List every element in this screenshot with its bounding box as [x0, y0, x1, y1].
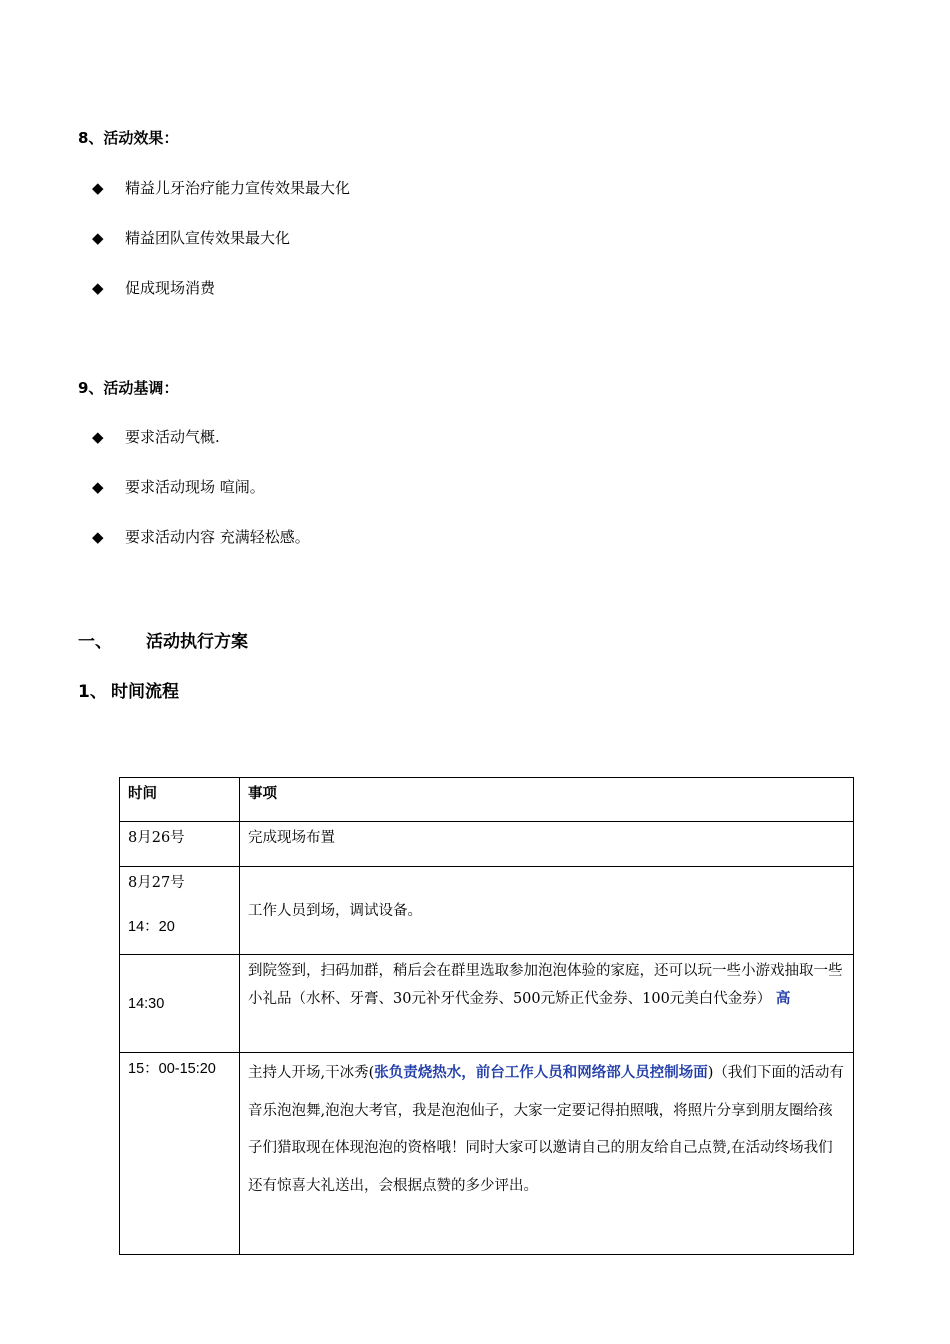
- chapter-title: 活动执行方案: [146, 632, 248, 652]
- bullet-text: 促成现场消费: [125, 279, 216, 297]
- list-item: [92, 277, 215, 298]
- diamond-bullet-icon: ◆: [92, 478, 104, 496]
- subsection-title: 时间流程: [111, 682, 179, 702]
- section9-heading: 9、活动基调：: [78, 379, 179, 397]
- item-text-post: )（我们下面的活动有音乐泡泡舞,泡泡大考官，我是泡泡仙子，大家一定要记得拍照哦，将照片分享到朋友圈给孩子们猎取现在体现泡泡的资格哦！同时大家可以邀请自己的朋友给自己点赞,在活动终场我们还有惊喜大礼送出，会根据点赞的多少评出。: [248, 1065, 844, 1194]
- item-highlight: 张负责烧热水，前台工作人员和网络部人员控制场面: [374, 1065, 708, 1081]
- table-row: [120, 867, 854, 955]
- list-item: [92, 177, 350, 198]
- bullet-text: 要求活动现场 喧闹。: [125, 478, 265, 496]
- cell-time: [120, 867, 240, 955]
- section8-heading: 8、活动效果：: [78, 129, 179, 147]
- item-text-pre: 主持人开场,干冰秀(: [248, 1065, 375, 1081]
- time-date: 8月27号: [128, 875, 185, 891]
- item-highlight: 高: [775, 991, 791, 1007]
- subsection-number: 1、: [78, 682, 107, 702]
- bullet-text: 精益团队宣传效果最大化: [125, 229, 291, 247]
- header-time: 时间: [120, 778, 240, 822]
- diamond-bullet-icon: ◆: [92, 428, 104, 446]
- table-row: [120, 1053, 854, 1255]
- cell-item: [240, 1053, 854, 1255]
- table-row: [120, 822, 854, 867]
- chapter-heading: [78, 627, 248, 652]
- diamond-bullet-icon: ◆: [92, 279, 104, 297]
- cell-item: [240, 955, 854, 1053]
- list-item: [92, 526, 310, 547]
- table-row: [120, 955, 854, 1053]
- diamond-bullet-icon: ◆: [92, 229, 104, 247]
- diamond-bullet-icon: ◆: [92, 179, 104, 197]
- cell-item: 完成现场布置: [240, 822, 854, 867]
- item-text: 到院签到，扫码加群，稍后会在群里选取参加泡泡体验的家庭，还可以玩一些小游戏抽取一些小礼品（水杯、牙膏、30元补牙代金券、500元矫正代金券、100元美白代金券）: [248, 963, 843, 1007]
- chapter-number: 一、: [78, 632, 112, 652]
- list-item: [92, 227, 290, 248]
- bullet-text: 要求活动内容 充满轻松感。: [125, 528, 310, 546]
- table-header-row: [120, 778, 854, 822]
- cell-time: 14:30: [120, 955, 240, 1053]
- bullet-text: 精益儿牙治疗能力宣传效果最大化: [125, 179, 351, 197]
- cell-time: 15：00-15:20: [120, 1053, 240, 1255]
- list-item: [92, 476, 265, 497]
- schedule-table: [119, 777, 854, 1255]
- list-item: [92, 426, 220, 447]
- cell-item: 工作人员到场，调试设备。: [240, 867, 854, 955]
- subsection-heading: [78, 677, 179, 702]
- bullet-text: 要求活动气概.: [125, 428, 220, 446]
- cell-time: 8月26号: [120, 822, 240, 867]
- header-item: 事项: [240, 778, 854, 822]
- diamond-bullet-icon: ◆: [92, 528, 104, 546]
- time-clock: 14：20: [128, 919, 175, 935]
